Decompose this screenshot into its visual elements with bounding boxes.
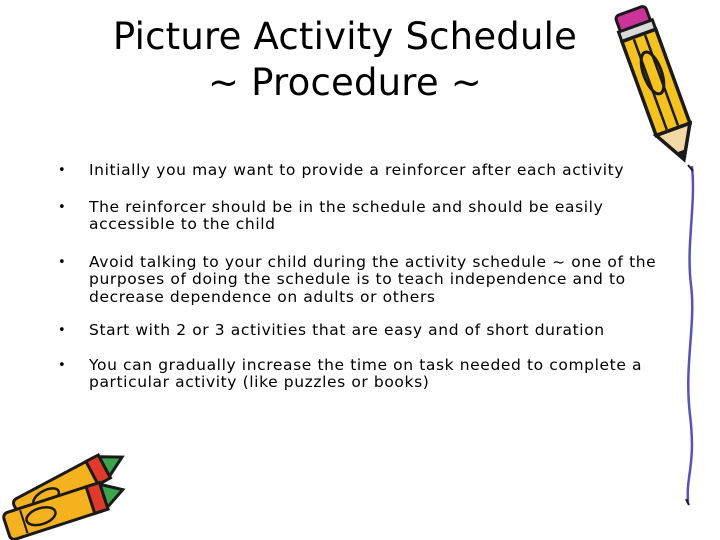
bullet-list [58, 162, 658, 409]
bullet-item [58, 322, 658, 340]
vertical-ruled-line-icon [674, 165, 704, 505]
bullet-text: Avoid talking to your child during the activity schedule ~ one of the purposes of doing the schedule is to teach independence and to decrease dependence on adults or others [89, 252, 657, 306]
title-line-2: ~ Procedure ~ [207, 61, 483, 104]
bullet-item [58, 254, 658, 307]
bullet-glyph: • [58, 254, 67, 270]
crayon-icon [0, 432, 145, 538]
bullet-text: You can gradually increase the time on task needed to complete a particular activity (like puzzles or books) [89, 355, 643, 391]
bullet-text: The reinforcer should be in the schedule and should be easily accessible to the child [89, 197, 604, 233]
bullet-glyph: • [58, 199, 67, 215]
pencil-icon [606, 2, 710, 174]
bullet-text: Initially you may want to provide a reinforcer after each activity [89, 161, 625, 179]
bullet-item [58, 199, 609, 234]
bullet-item [58, 162, 658, 180]
bullet-glyph: • [58, 323, 67, 338]
title-line-1: Picture Activity Schedule [112, 15, 578, 58]
slide-title [60, 14, 630, 106]
bullet-text: Start with 2 or 3 activities that are easy and of short duration [89, 321, 605, 339]
bullet-glyph: • [58, 357, 67, 373]
bullet-glyph: • [58, 163, 67, 178]
bullet-item [58, 357, 658, 392]
